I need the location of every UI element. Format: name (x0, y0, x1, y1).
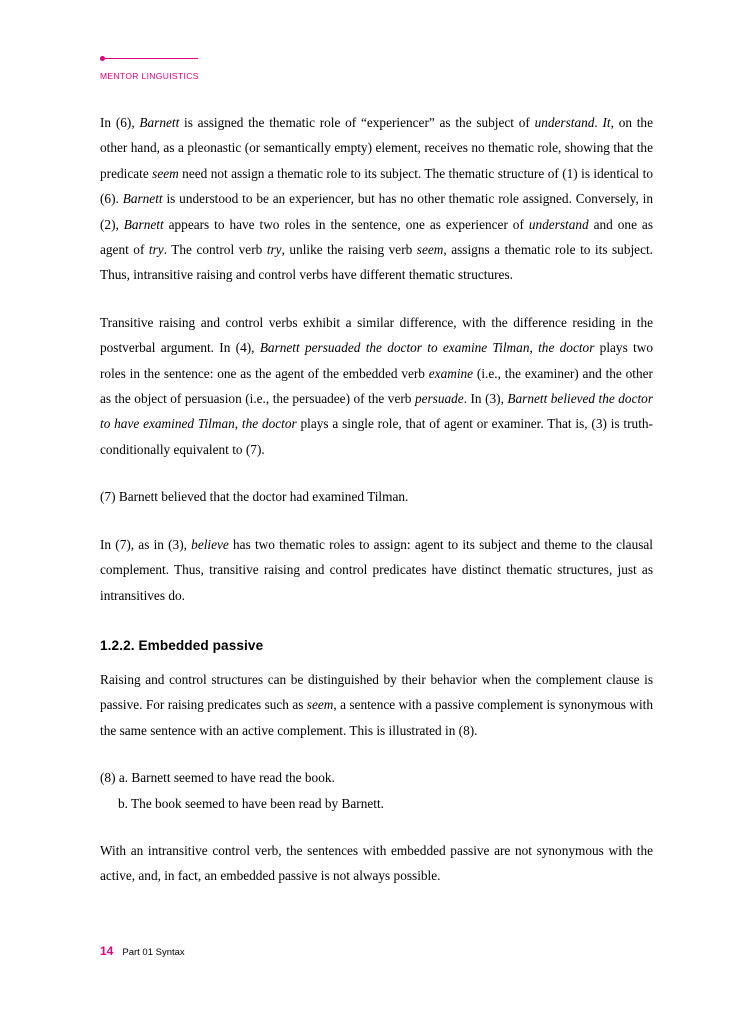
p2-seg-f: , (234, 416, 242, 432)
p2-italic-2: the doctor (538, 340, 595, 356)
p2-italic-4: persuade (414, 391, 464, 407)
p2-seg-g: plays a single role, that of agent or examiner. That is, (3) is truth-conditionally equivalent to (7). (100, 416, 653, 457)
p1-seg-a: In (6), (100, 115, 140, 130)
p2-italic-5: Barnett believed the doctor to have examined Tilman (100, 391, 653, 432)
page-footer (100, 944, 185, 958)
example-8b-text: b. The book seemed to have been read by Barnett. (118, 795, 384, 811)
paragraph-3 (100, 532, 653, 608)
header-rule-group (100, 54, 656, 64)
p2-italic-6: the doctor (241, 416, 297, 432)
page-header (100, 54, 656, 81)
p1-italic-5: Barnett (122, 191, 163, 207)
paragraph-2 (100, 310, 653, 462)
p3-seg-b: has two thematic roles to assign: agent to its subject and theme to the clausal complement. Thus, transitive raising and control predicates have distinct thematic structures, just as intransitives do. (100, 536, 653, 603)
p1-seg-j: . The control verb (163, 242, 267, 258)
p3-italic-1: believe (191, 536, 229, 552)
p1-italic-8: try (148, 242, 164, 258)
document-content (100, 110, 653, 911)
p1-italic-7: understand (528, 216, 589, 232)
header-label: MENTOR LINGUISTICS (100, 71, 199, 81)
p1-seg-e: need not assign a thematic role to its subject. The thematic structure of (1) is identical to (6). (100, 165, 653, 207)
p2-italic-3: examine (428, 365, 474, 381)
header-rule-line (104, 58, 198, 59)
p1-italic-9: try (266, 242, 282, 258)
p2-seg-a: Transitive raising and control verbs exhibit a similar difference, with the difference residing in the postverbal argument. In (4), (100, 314, 653, 356)
p1-seg-g: appears to have two roles in the sentence, one as experiencer of (163, 216, 529, 232)
p1-seg-k: , unlike the raising verb (281, 242, 417, 258)
p1-italic-6: Barnett (123, 216, 164, 232)
p2-seg-c: plays two roles in the sentence: one as the agent of the embedded verb (100, 340, 653, 381)
example-8a-text: (8) a. Barnett seemed to have read the book. (100, 770, 335, 786)
paragraph-1 (100, 110, 653, 288)
p1-seg-h: and one as agent of (100, 216, 653, 258)
p1-seg-f: is understood to be an experiencer, but has no other thematic role assigned. Conversely, in (2), (100, 191, 653, 232)
paragraph-5: With an intransitive control verb, the sentences with embedded passive are not synonymous with the active, and, in fact, an embedded passive is not always possible. (100, 842, 653, 884)
p4-seg-a: Raising and control structures can be distinguished by their behavior when the complement clause is passive. For raising predicates such as (100, 671, 653, 713)
example-7-text: (7) Barnett believed that the doctor had examined Tilman. (100, 489, 409, 505)
p4-seg-b: , a sentence with a passive complement is synonymous with the same sentence with an active complement. This is illustrated in (8). (100, 697, 654, 738)
p1-seg-c: . (594, 115, 603, 130)
p2-italic-1: Barnett persuaded the doctor to examine Tilman (259, 340, 530, 356)
p2-seg-d: (i.e., the examiner) and the other as the object of persuasion (i.e., the persuadee) of the verb (100, 365, 653, 407)
p1-italic-2: understand (534, 115, 595, 130)
example-7 (100, 484, 653, 509)
example-8 (100, 765, 653, 816)
p1-seg-d: , on the other hand, as a pleonastic (or semantically empty) element, receives no thematic role, showing that the predicate (100, 115, 653, 181)
p3-seg-a: In (7), as in (3), (100, 536, 192, 552)
p4-italic-1: seem (306, 697, 334, 713)
p1-italic-4: seem (152, 165, 179, 181)
p2-seg-e: . In (3), (463, 391, 508, 407)
p1-italic-10: seem (416, 242, 444, 258)
section-heading-1-2-2: 1.2.2. Embedded passive (100, 637, 264, 653)
p1-seg-b: is assigned the thematic role of “experiencer” as the subject of (179, 115, 535, 130)
p2-seg-b: , (529, 340, 539, 356)
p1-italic-3: It (602, 115, 611, 130)
paragraph-4 (100, 667, 653, 743)
footer-part-label: Part 01 Syntax (122, 947, 185, 958)
p1-seg-l: , assigns a thematic role to its subject. Thus, intransitive raising and control verbs have different thematic structures. (100, 242, 653, 283)
footer-page-number: 14 (100, 944, 114, 958)
p1-italic-1: Barnett (139, 115, 180, 130)
